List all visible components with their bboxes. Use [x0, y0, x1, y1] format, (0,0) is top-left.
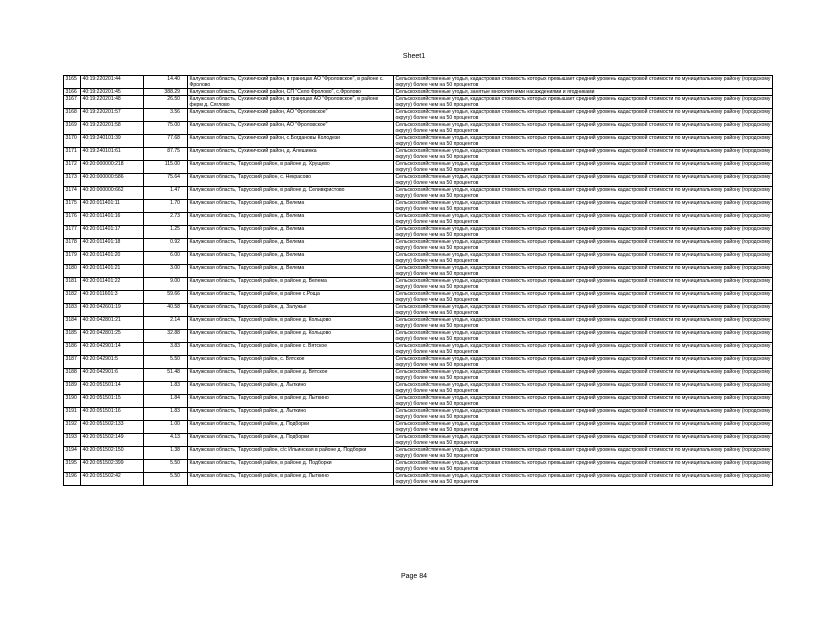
land-category-cell: Сельскохозяйственные угодья, кадастровая стоимость которых превышает средний уровень кадастровой стоимости по муниципальному району (городскому округу) более чем на 50 процентов	[394, 122, 773, 135]
table-row	[64, 76, 773, 89]
location-cell: Калужская область, Тарусский район, д. Велема	[188, 226, 394, 239]
land-category-cell: Сельскохозяйственные угодья, кадастровая стоимость которых превышает средний уровень кадастровой стоимости по муниципальному району (городскому округу) более чем на 50 процентов	[394, 382, 773, 395]
cadastral-number-cell: 40:20:000000:662	[81, 187, 144, 200]
area-cell: 115.00	[144, 161, 188, 174]
row-number-cell: 3193	[64, 434, 81, 447]
location-cell: Калужская область, Сухиничский район, д. Алешинка	[188, 148, 394, 161]
cadastral-number-cell: 40:19:220201:48	[81, 96, 144, 109]
land-category-cell: Сельскохозяйственные угодья, кадастровая стоимость которых превышает средний уровень кадастровой стоимости по муниципальному району (городскому округу) более чем на 50 процентов	[394, 200, 773, 213]
land-category-cell: Сельскохозяйственные угодья, кадастровая стоимость которых превышает средний уровень кадастровой стоимости по муниципальному району (городскому округу) более чем на 50 процентов	[394, 252, 773, 265]
location-cell: Калужская область, Тарусский район, д. Залужье	[188, 304, 394, 317]
land-category-cell: Сельскохозяйственные угодья, кадастровая стоимость которых превышает средний уровень кадастровой стоимости по муниципальному району (городскому округу) более чем на 50 процентов	[394, 460, 773, 473]
land-category-cell: Сельскохозяйственные угодья, кадастровая стоимость которых превышает средний уровень кадастровой стоимости по муниципальному району (городскому округу) более чем на 50 процентов	[394, 473, 773, 486]
area-cell: 26.50	[144, 96, 188, 109]
location-cell: Калужская область, Тарусский район, с. Вятское	[188, 356, 394, 369]
location-cell: Калужская область, Тарусский район, с/с Ильинская в районе д. Подборки	[188, 447, 394, 460]
table-row	[64, 96, 773, 109]
location-cell: Калужская область, Тарусский район, в районе с. Вятское	[188, 343, 394, 356]
row-number-cell: 3185	[64, 330, 81, 343]
table-row	[64, 382, 773, 395]
table-row	[64, 395, 773, 408]
land-category-cell: Сельскохозяйственные угодья, кадастровая стоимость которых превышает средний уровень кадастровой стоимости по муниципальному району (городскому округу) более чем на 50 процентов	[394, 395, 773, 408]
land-category-cell: Сельскохозяйственные угодья, кадастровая стоимость которых превышает средний уровень кадастровой стоимости по муниципальному району (городскому округу) более чем на 50 процентов	[394, 408, 773, 421]
land-category-cell: Сельскохозяйственные угодья, кадастровая стоимость которых превышает средний уровень кадастровой стоимости по муниципальному району (городскому округу) более чем на 50 процентов	[394, 213, 773, 226]
table-row	[64, 161, 773, 174]
table-row	[64, 265, 773, 278]
table-row	[64, 343, 773, 356]
land-category-cell: Сельскохозяйственные угодья, кадастровая стоимость которых превышает средний уровень кадастровой стоимости по муниципальному району (городскому округу) более чем на 50 процентов	[394, 317, 773, 330]
area-cell: 1.00	[144, 421, 188, 434]
cadastral-number-cell: 40:20:051501:16	[81, 408, 144, 421]
land-category-cell: Сельскохозяйственные угодья, кадастровая стоимость которых превышает средний уровень кадастровой стоимости по муниципальному району (городскому округу) более чем на 50 процентов	[394, 356, 773, 369]
cadastral-number-cell: 40:20:011401:21	[81, 265, 144, 278]
cadastral-number-cell: 40:19:240101:61	[81, 148, 144, 161]
table-row	[64, 252, 773, 265]
area-cell: 5.50	[144, 473, 188, 486]
cadastral-number-cell: 40:19:220201:57	[81, 109, 144, 122]
table-row	[64, 213, 773, 226]
cadastral-number-cell: 40:20:042801:25	[81, 330, 144, 343]
table-row	[64, 317, 773, 330]
area-cell: 0.92	[144, 239, 188, 252]
table-row	[64, 369, 773, 382]
location-cell: Калужская область, Тарусский район, д. Велема	[188, 200, 394, 213]
row-number-cell: 3195	[64, 460, 81, 473]
land-category-cell: Сельскохозяйственные угодья, кадастровая стоимость которых превышает средний уровень кадастровой стоимости по муниципальному району (городскому округу) более чем на 50 процентов	[394, 278, 773, 291]
cadastral-number-cell: 40:20:000000:218	[81, 161, 144, 174]
area-cell: 1.70	[144, 200, 188, 213]
area-cell: 2.73	[144, 213, 188, 226]
location-cell: Калужская область, Тарусский район, в районе д. Кольцово	[188, 330, 394, 343]
cadastral-number-cell: 40:20:011401:18	[81, 239, 144, 252]
land-category-cell: Сельскохозяйственные угодья, кадастровая стоимость которых превышает средний уровень кадастровой стоимости по муниципальному району (городскому округу) более чем на 50 процентов	[394, 161, 773, 174]
area-cell: 1.83	[144, 408, 188, 421]
area-cell: 32.88	[144, 330, 188, 343]
table-row	[64, 460, 773, 473]
row-number-cell: 3177	[64, 226, 81, 239]
location-cell: Калужская область, Тарусский район, с. Некрасово	[188, 174, 394, 187]
location-cell: Калужская область, Тарусский район, д. Подборки	[188, 421, 394, 434]
row-number-cell: 3166	[64, 89, 81, 96]
land-category-cell: Сельскохозяйственные угодья, кадастровая стоимость которых превышает средний уровень кадастровой стоимости по муниципальному району (городскому округу) более чем на 50 процентов	[394, 148, 773, 161]
cadastral-number-cell: 40:19:220201:45	[81, 89, 144, 96]
location-cell: Калужская область, Тарусский район, в районе с.Роща	[188, 291, 394, 304]
row-number-cell: 3178	[64, 239, 81, 252]
cadastral-number-cell: 40:20:011401:11	[81, 200, 144, 213]
row-number-cell: 3184	[64, 317, 81, 330]
row-number-cell: 3192	[64, 421, 81, 434]
land-category-cell: Сельскохозяйственные угодья, кадастровая стоимость которых превышает средний уровень кадастровой стоимости по муниципальному району (городскому округу) более чем на 50 процентов	[394, 96, 773, 109]
table-body	[64, 76, 773, 486]
cadastral-number-cell: 40:20:042901:5	[81, 356, 144, 369]
table-row	[64, 148, 773, 161]
area-cell: 1.84	[144, 395, 188, 408]
row-number-cell: 3173	[64, 174, 81, 187]
location-cell: Калужская область, Тарусский район, д. Велема	[188, 265, 394, 278]
land-category-cell: Сельскохозяйственные угодья, кадастровая стоимость которых превышает средний уровень кадастровой стоимости по муниципальному району (городскому округу) более чем на 50 процентов	[394, 330, 773, 343]
area-cell: 59.66	[144, 291, 188, 304]
row-number-cell: 3179	[64, 252, 81, 265]
row-number-cell: 3171	[64, 148, 81, 161]
cadastral-number-cell: 40:20:051501:14	[81, 382, 144, 395]
area-cell: 75.00	[144, 122, 188, 135]
location-cell: Калужская область, Сухиничский район, АО "Фроловское"	[188, 109, 394, 122]
row-number-cell: 3168	[64, 109, 81, 122]
location-cell: Калужская область, Сухиничский район, в границах АО "Фроловское", в районе с. Фролово	[188, 76, 394, 89]
location-cell: Калужская область, Тарусский район, в районе д. Лыткино	[188, 473, 394, 486]
row-number-cell: 3191	[64, 408, 81, 421]
location-cell: Калужская область, Тарусский район, д. Лыткино	[188, 382, 394, 395]
row-number-cell: 3170	[64, 135, 81, 148]
area-cell: 4.13	[144, 434, 188, 447]
row-number-cell: 3176	[64, 213, 81, 226]
area-cell: 2.14	[144, 317, 188, 330]
land-category-cell: Сельскохозяйственные угодья, кадастровая стоимость которых превышает средний уровень кадастровой стоимости по муниципальному району (городскому округу) более чем на 50 процентов	[394, 447, 773, 460]
area-cell: 77.68	[144, 135, 188, 148]
table-row	[64, 187, 773, 200]
area-cell: 51.48	[144, 369, 188, 382]
location-cell: Калужская область, Сухиничский район, в границах АО "Фроловское", в районе ферм д. Сяглово	[188, 96, 394, 109]
location-cell: Калужская область, Тарусский район, д. Велема	[188, 252, 394, 265]
sheet-title: Sheet1	[402, 53, 426, 60]
area-cell: 3.56	[144, 109, 188, 122]
table-row	[64, 421, 773, 434]
table-row	[64, 473, 773, 486]
row-number-cell: 3186	[64, 343, 81, 356]
location-cell: Калужская область, Тарусский район, в районе д. Подборки	[188, 460, 394, 473]
row-number-cell: 3188	[64, 369, 81, 382]
table-row	[64, 291, 773, 304]
land-category-cell: Сельскохозяйственные угодья, кадастровая стоимость которых превышает средний уровень кадастровой стоимости по муниципальному району (городскому округу) более чем на 50 процентов	[394, 76, 773, 89]
row-number-cell: 3196	[64, 473, 81, 486]
area-cell: 40.58	[144, 304, 188, 317]
row-number-cell: 3194	[64, 447, 81, 460]
cadastral-number-cell: 40:20:051502:399	[81, 460, 144, 473]
row-number-cell: 3167	[64, 96, 81, 109]
area-cell: 6.00	[144, 252, 188, 265]
table-row	[64, 109, 773, 122]
location-cell: Калужская область, Сухиничский район, с.Богдановы Колодези	[188, 135, 394, 148]
cadastral-number-cell: 40:20:011401:16	[81, 213, 144, 226]
table-row	[64, 135, 773, 148]
land-category-cell: Сельскохозяйственные угодья, кадастровая стоимость которых превышает средний уровень кадастровой стоимости по муниципальному району (городскому округу) более чем на 50 процентов	[394, 434, 773, 447]
cadastral-number-cell: 40:20:042801:21	[81, 317, 144, 330]
table-row	[64, 239, 773, 252]
area-cell: 14.40	[144, 76, 188, 89]
land-category-cell: Сельскохозяйственные угодья, кадастровая стоимость которых превышает средний уровень кадастровой стоимости по муниципальному району (городскому округу) более чем на 50 процентов	[394, 226, 773, 239]
area-cell: 3.83	[144, 343, 188, 356]
table-row	[64, 278, 773, 291]
land-category-cell: Сельскохозяйственные угодья, кадастровая стоимость которых превышает средний уровень кадастровой стоимости по муниципальному району (городскому округу) более чем на 50 процентов	[394, 343, 773, 356]
area-cell: 388.29	[144, 89, 188, 96]
area-cell: 1.38	[144, 447, 188, 460]
cadastral-number-cell: 40:20:042601:19	[81, 304, 144, 317]
cadastral-number-cell: 40:20:011401:20	[81, 252, 144, 265]
location-cell: Калужская область, Тарусский район, в районе д. Вятское	[188, 369, 394, 382]
area-cell: 75.64	[144, 174, 188, 187]
row-number-cell: 3165	[64, 76, 81, 89]
table-row	[64, 434, 773, 447]
row-number-cell: 3189	[64, 382, 81, 395]
land-category-cell: Сельскохозяйственные угодья, кадастровая стоимость которых превышает средний уровень кадастровой стоимости по муниципальному району (городскому округу) более чем на 50 процентов	[394, 135, 773, 148]
location-cell: Калужская область, Тарусский район, д. Подборки	[188, 434, 394, 447]
cadastral-number-cell: 40:20:051502:42	[81, 473, 144, 486]
location-cell: Калужская область, Тарусский район, в районе д. Хрущево	[188, 161, 394, 174]
location-cell: Калужская область, Сухиничский район, АО "Фроловское"	[188, 122, 394, 135]
location-cell: Калужская область, Тарусский район, д. Лыткино	[188, 408, 394, 421]
cadastre-table	[63, 75, 773, 486]
location-cell: Калужская область, Тарусский район, в районе д. Велема	[188, 278, 394, 291]
cadastral-number-cell: 40:20:051501:15	[81, 395, 144, 408]
row-number-cell: 3181	[64, 278, 81, 291]
location-cell: Калужская область, Тарусский район, в районе д. Селивкристово	[188, 187, 394, 200]
table-row	[64, 122, 773, 135]
cadastral-number-cell: 40:19:240101:39	[81, 135, 144, 148]
cadastral-number-cell: 40:20:051502:149	[81, 434, 144, 447]
land-category-cell: Сельскохозяйственные угодья, кадастровая стоимость которых превышает средний уровень кадастровой стоимости по муниципальному району (городскому округу) более чем на 50 процентов	[394, 265, 773, 278]
location-cell: Калужская область, Тарусский район, д. Велема	[188, 239, 394, 252]
row-number-cell: 3169	[64, 122, 81, 135]
table-row	[64, 89, 773, 96]
area-cell: 87.75	[144, 148, 188, 161]
table-row	[64, 330, 773, 343]
land-category-cell: Сельскохозяйственные угодья, занятые многолетними насаждениями и ягодниками	[394, 89, 773, 96]
land-category-cell: Сельскохозяйственные угодья, кадастровая стоимость которых превышает средний уровень кадастровой стоимости по муниципальному району (городскому округу) более чем на 50 процентов	[394, 304, 773, 317]
location-cell: Калужская область, Тарусский район, в районе д. Лыткино	[188, 395, 394, 408]
area-cell: 5.50	[144, 460, 188, 473]
cadastral-number-cell: 40:19:220201:58	[81, 122, 144, 135]
location-cell: Калужская область, Сухиничский район, СП "Село Фролово", с.Фролово	[188, 89, 394, 96]
cadastral-number-cell: 40:20:051502:133	[81, 421, 144, 434]
row-number-cell: 3174	[64, 187, 81, 200]
row-number-cell: 3180	[64, 265, 81, 278]
area-cell: 1.47	[144, 187, 188, 200]
cadastral-number-cell: 40:20:011601:3	[81, 291, 144, 304]
table-row	[64, 356, 773, 369]
location-cell: Калужская область, Тарусский район, д. Велема	[188, 213, 394, 226]
land-category-cell: Сельскохозяйственные угодья, кадастровая стоимость которых превышает средний уровень кадастровой стоимости по муниципальному району (городскому округу) более чем на 50 процентов	[394, 239, 773, 252]
area-cell: 9.00	[144, 278, 188, 291]
row-number-cell: 3175	[64, 200, 81, 213]
area-cell: 5.50	[144, 356, 188, 369]
cadastral-number-cell: 40:20:000000:586	[81, 174, 144, 187]
land-category-cell: Сельскохозяйственные угодья, кадастровая стоимость которых превышает средний уровень кадастровой стоимости по муниципальному району (городскому округу) более чем на 50 процентов	[394, 291, 773, 304]
page-number: Page 84	[400, 573, 428, 580]
cadastral-number-cell: 40:20:051502:150	[81, 447, 144, 460]
row-number-cell: 3172	[64, 161, 81, 174]
cadastral-number-cell: 40:20:042901:14	[81, 343, 144, 356]
land-category-cell: Сельскохозяйственные угодья, кадастровая стоимость которых превышает средний уровень кадастровой стоимости по муниципальному району (городскому округу) более чем на 50 процентов	[394, 109, 773, 122]
table-row	[64, 447, 773, 460]
cadastral-number-cell: 40:20:011401:22	[81, 278, 144, 291]
table-row	[64, 174, 773, 187]
table-row	[64, 408, 773, 421]
row-number-cell: 3183	[64, 304, 81, 317]
land-category-cell: Сельскохозяйственные угодья, кадастровая стоимость которых превышает средний уровень кадастровой стоимости по муниципальному району (городскому округу) более чем на 50 процентов	[394, 187, 773, 200]
area-cell: 3.00	[144, 265, 188, 278]
area-cell: 1.25	[144, 226, 188, 239]
cadastral-number-cell: 40:20:042901:6	[81, 369, 144, 382]
land-category-cell: Сельскохозяйственные угодья, кадастровая стоимость которых превышает средний уровень кадастровой стоимости по муниципальному району (городскому округу) более чем на 50 процентов	[394, 174, 773, 187]
row-number-cell: 3187	[64, 356, 81, 369]
land-category-cell: Сельскохозяйственные угодья, кадастровая стоимость которых превышает средний уровень кадастровой стоимости по муниципальному району (городскому округу) более чем на 50 процентов	[394, 369, 773, 382]
row-number-cell: 3182	[64, 291, 81, 304]
location-cell: Калужская область, Тарусский район, в районе д. Кольцово	[188, 317, 394, 330]
table-row	[64, 304, 773, 317]
cadastral-number-cell: 40:20:011401:17	[81, 226, 144, 239]
row-number-cell: 3190	[64, 395, 81, 408]
table-row	[64, 226, 773, 239]
area-cell: 1.83	[144, 382, 188, 395]
land-category-cell: Сельскохозяйственные угодья, кадастровая стоимость которых превышает средний уровень кадастровой стоимости по муниципальному району (городскому округу) более чем на 50 процентов	[394, 421, 773, 434]
table-row	[64, 200, 773, 213]
cadastral-number-cell: 40:19:220201:44	[81, 76, 144, 89]
